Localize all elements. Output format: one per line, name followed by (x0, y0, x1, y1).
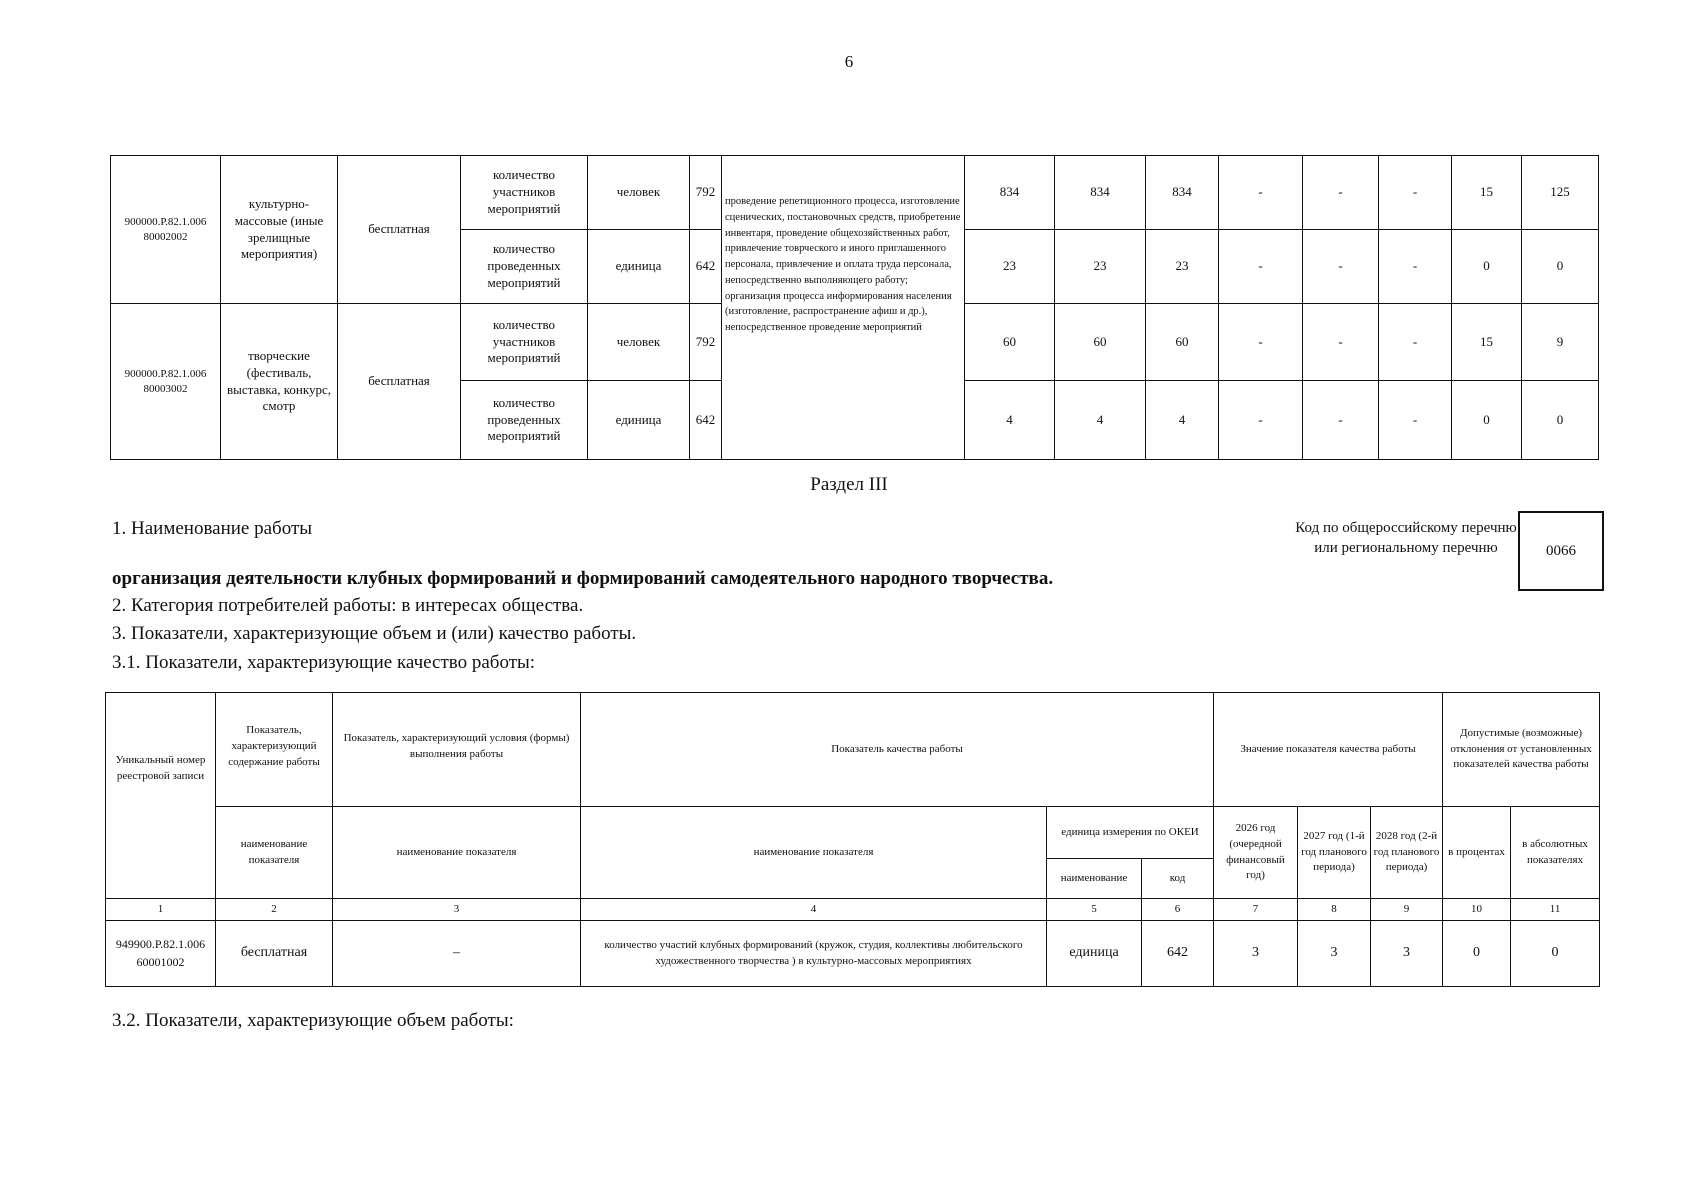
header-content-name: наименование показателя (216, 807, 333, 899)
unit-code-cell: 642 (1142, 921, 1214, 987)
unit-cell: единица (588, 230, 690, 304)
value-2027-cell: 4 (1055, 381, 1146, 460)
column-number: 11 (1511, 899, 1600, 921)
price-cell: - (1379, 304, 1452, 381)
price-cell: - (1379, 156, 1452, 230)
value-2028-cell: 3 (1371, 921, 1443, 987)
code-value: 0066 (1546, 542, 1576, 559)
header-deviation-percent: в процентах (1443, 807, 1511, 899)
indicator-name-cell: количество проведенных мероприятий (461, 381, 588, 460)
deviation-absolute-cell: 125 (1522, 156, 1599, 230)
column-number: 2 (216, 899, 333, 921)
content-cell: бесплатная (216, 921, 333, 987)
value-2027-cell: 60 (1055, 304, 1146, 381)
code-box (1518, 511, 1604, 591)
header-deviation-absolute: в абсолютных показателях (1511, 807, 1600, 899)
value-2028-cell: 4 (1146, 381, 1219, 460)
price-cell: - (1219, 381, 1303, 460)
header-okei-code: код (1142, 859, 1214, 899)
register-number-cell: 949900.Р.82.1.006 60001002 (106, 921, 216, 987)
work-content-cell: проведение репетиционного процесса, изготовление сценических, постановочных средств, приобретение инвентаря, проведение общехозяйственных работ, привлечение товрческого и иного приглашенного персонала, привлечение и оплата труда персонала, непосредственно выполняющего работу; организация процесса информирования населения (изготовление, распространение афиш и др.), непосредственное проведение мероприятий (722, 156, 965, 460)
deviation-absolute-cell: 0 (1522, 381, 1599, 460)
work-name: организация деятельности клубных формирований и формирований самодеятельного народного творчества. (112, 568, 1054, 589)
value-2027-cell: 834 (1055, 156, 1146, 230)
price-cell: - (1303, 381, 1379, 460)
register-number-cell: 900000.Р.82.1.006 80003002 (111, 304, 221, 460)
deviation-absolute-cell: 0 (1522, 230, 1599, 304)
deviation-absolute-cell: 0 (1511, 921, 1600, 987)
header-register: Уникальный номер реестровой записи (106, 693, 216, 899)
indicators-heading: 3. Показатели, характеризующие объем и (или) качество работы. (112, 623, 637, 644)
value-2028-cell: 23 (1146, 230, 1219, 304)
column-number: 5 (1047, 899, 1142, 921)
header-2028: 2028 год (2-й год планового периода) (1371, 807, 1443, 899)
price-cell: - (1219, 230, 1303, 304)
condition-cell: – (333, 921, 581, 987)
column-number: 10 (1443, 899, 1511, 921)
header-content: Показатель, характеризующий содержание работы (216, 693, 333, 807)
deviation-percent-cell: 15 (1452, 156, 1522, 230)
code-label: Код по общероссийскому перечню или региональному перечню (1295, 520, 1517, 557)
header-okei: единица измерения по ОКЕИ (1047, 807, 1214, 859)
column-number: 9 (1371, 899, 1443, 921)
header-quality: Показатель качества работы (581, 693, 1214, 807)
quality-name-cell: количество участий клубных формирований (кружок, студия, коллективы любительского художественного творчества ) в культурно-массовых мероприятиях (581, 921, 1047, 987)
column-number-row (106, 899, 1600, 921)
unit-cell: человек (588, 304, 690, 381)
value-2026-cell: 23 (965, 230, 1055, 304)
page-number: 6 (844, 52, 854, 71)
value-2028-cell: 60 (1146, 304, 1219, 381)
header-condition-name: наименование показателя (333, 807, 581, 899)
column-number: 1 (106, 899, 216, 921)
deviation-percent-cell: 0 (1452, 230, 1522, 304)
unit-code-cell: 642 (690, 381, 722, 460)
price-cell: - (1379, 230, 1452, 304)
register-number-cell: 900000.Р.82.1.006 80002002 (111, 156, 221, 304)
header-value: Значение показателя качества работы (1214, 693, 1443, 807)
price-cell: - (1303, 156, 1379, 230)
value-2028-cell: 834 (1146, 156, 1219, 230)
unit-cell: человек (588, 156, 690, 230)
quality-heading: 3.1. Показатели, характеризующие качество работы: (112, 652, 536, 673)
price-cell: - (1303, 230, 1379, 304)
deviation-percent-cell: 0 (1443, 921, 1511, 987)
header-2026: 2026 год (очередной финансовый год) (1214, 807, 1298, 899)
header-quality-name: наименование показателя (581, 807, 1047, 899)
table-row (111, 156, 1599, 230)
column-number: 8 (1298, 899, 1371, 921)
section-title: Раздел III (810, 474, 888, 495)
table-header-row (106, 807, 1600, 859)
unit-code-cell: 792 (690, 156, 722, 230)
header-okei-name: наименование (1047, 859, 1142, 899)
unit-cell: единица (1047, 921, 1142, 987)
column-number: 6 (1142, 899, 1214, 921)
indicator-name-cell: количество участников мероприятий (461, 156, 588, 230)
indicator-name-cell: количество участников мероприятий (461, 304, 588, 381)
header-2027: 2027 год (1-й год планового периода) (1298, 807, 1371, 899)
value-2026-cell: 4 (965, 381, 1055, 460)
volume-indicators-table (110, 155, 1599, 460)
price-cell: - (1219, 156, 1303, 230)
content-cell: творческие (фестиваль, выставка, конкурс, смотр (221, 304, 338, 460)
price-cell: - (1219, 304, 1303, 381)
table-row (106, 921, 1600, 987)
unit-code-cell: 642 (690, 230, 722, 304)
value-2027-cell: 23 (1055, 230, 1146, 304)
condition-cell: бесплатная (338, 156, 461, 304)
value-2026-cell: 3 (1214, 921, 1298, 987)
unit-cell: единица (588, 381, 690, 460)
column-number: 3 (333, 899, 581, 921)
header-condition: Показатель, характеризующий условия (формы) выполнения работы (333, 693, 581, 807)
content-cell: культурно-массовые (иные зрелищные мероприятия) (221, 156, 338, 304)
volume-heading: 3.2. Показатели, характеризующие объем работы: (112, 1010, 514, 1031)
value-2027-cell: 3 (1298, 921, 1371, 987)
deviation-absolute-cell: 9 (1522, 304, 1599, 381)
work-name-label: 1. Наименование работы (112, 518, 313, 539)
table-header-row (106, 693, 1600, 807)
consumers-text: 2. Категория потребителей работы: в интересах общества. (112, 595, 584, 616)
value-2026-cell: 834 (965, 156, 1055, 230)
price-cell: - (1303, 304, 1379, 381)
deviation-percent-cell: 15 (1452, 304, 1522, 381)
column-number: 4 (581, 899, 1047, 921)
column-number: 7 (1214, 899, 1298, 921)
indicator-name-cell: количество проведенных мероприятий (461, 230, 588, 304)
condition-cell: бесплатная (338, 304, 461, 460)
unit-code-cell: 792 (690, 304, 722, 381)
price-cell: - (1379, 381, 1452, 460)
quality-indicators-table (105, 692, 1600, 987)
header-deviation: Допустимые (возможные) отклонения от установленных показателей качества работы (1443, 693, 1600, 807)
value-2026-cell: 60 (965, 304, 1055, 381)
deviation-percent-cell: 0 (1452, 381, 1522, 460)
